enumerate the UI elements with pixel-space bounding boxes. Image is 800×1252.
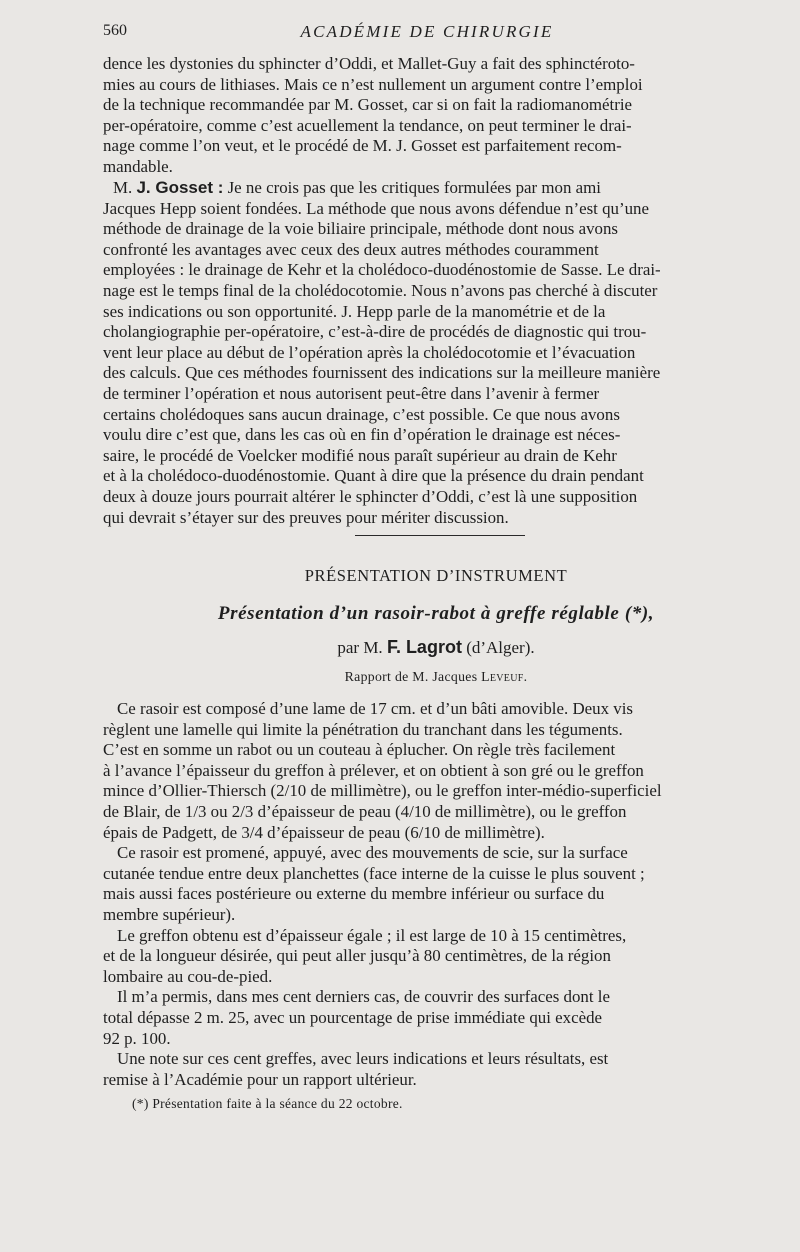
body-paragraph (103, 987, 751, 1049)
text-line: nage est le temps final de la cholédocotomie. Nous n’avons pas cherché à discuter (103, 280, 658, 300)
paragraph-hepp-conclusion (103, 54, 751, 178)
text-line: qui devrait s’étayer sur des preuves pour mériter discussion. (103, 507, 509, 527)
text-line: cutanée tendue entre deux planchettes (face interne de la cuisse le plus souvent ; (103, 863, 645, 883)
presentation-title: Présentation d’un rasoir-rabot à greffe réglable (*), (217, 603, 655, 624)
reporter-name: Leveuf. (481, 669, 528, 684)
byline-prefix: par M. (337, 638, 387, 657)
author-affiliation: (d’Alger). (461, 638, 535, 657)
text-line: et de la longueur désirée, qui peut aller jusqu’à 80 centimètres, de la région (103, 946, 611, 966)
text-line: total dépasse 2 m. 25, avec un pourcentage de prise immédiate qui excède (103, 1007, 603, 1027)
section-divider (355, 535, 525, 536)
page-number: 560 (103, 22, 127, 39)
text-line: de Blair, de 1/3 ou 2/3 d’épaisseur de peau (4/10 de millimètre), ou le greffon (103, 801, 627, 821)
footnote: (*) Présentation faite à la séance du 22 octobre. (132, 1096, 403, 1111)
text-line: deux à douze jours pourrait altérer le sphincter d’Oddi, c’est là une supposition (103, 486, 638, 506)
text-line: vent leur place au début de l’opération après la cholédocotomie et l’évacuation (103, 342, 636, 362)
text-line: Ce rasoir est promené, appuyé, avec des mouvements de scie, sur la surface (117, 843, 628, 863)
paragraph-gosset-reply (103, 178, 751, 528)
section-heading: PRÉSENTATION D’INSTRUMENT (304, 566, 568, 585)
text-line: Je ne crois pas que les critiques formulées par mon ami (223, 178, 601, 197)
text-line: 92 p. 100. (103, 1028, 171, 1048)
text-line: membre supérieur). (103, 904, 236, 924)
text-line: Une note sur ces cent greffes, avec leurs indications et leurs résultats, est (117, 1049, 609, 1069)
text-line: épais de Padgett, de 3/4 d’épaisseur de peau (6/10 de millimètre). (103, 822, 545, 842)
text-line: de terminer l’opération et nous autorisent peut-être dans l’avenir à fermer (103, 383, 600, 403)
text-line: à l’avance l’épaisseur du greffon à prélever, et on obtient à son gré ou le greffon (103, 760, 644, 780)
text-line: certains cholédoques sans aucun drainage, c’est possible. Ce que nous avons (103, 404, 620, 424)
text-line: nage comme l’on veut, et le procédé de M. J. Gosset est parfaitement recom- (103, 136, 622, 156)
text-line: lombaire au cou-de-pied. (103, 966, 273, 986)
text-line: Il m’a permis, dans mes cent derniers cas, de couvrir des surfaces dont le (117, 987, 610, 1007)
text-line: C’est en somme un rabot ou un couteau à éplucher. On règle très facilement (103, 740, 616, 760)
text-line: Ce rasoir est composé d’une lame de 17 cm. et d’un bâti amovible. Deux vis (117, 699, 633, 718)
text-line: Le greffon obtenu est d’épaisseur égale ; il est large de 10 à 15 centimètres, (117, 925, 627, 945)
speaker-name: J. Gosset : (136, 178, 224, 197)
text-line: remise à l’Académie pour un rapport ultérieur. (103, 1069, 417, 1089)
text-line: confronté les avantages avec ceux des deux autres méthodes couramment (103, 239, 599, 259)
text-line: per-opératoire, comme c’est acuellement la tendance, on peut terminer le drai- (103, 115, 632, 135)
text-line: ses indications ou son opportunité. J. Hepp parle de la manométrie et de la (103, 301, 606, 321)
text-line: dence les dystonies du sphincter d’Oddi, et Mallet-Guy a fait des sphinctéroto- (103, 54, 635, 73)
text-line: règlent une lamelle qui limite la pénétration du tranchant dans les téguments. (103, 719, 623, 739)
text-line: méthode de drainage de la voie biliaire principale, méthode dont nous avons (103, 219, 618, 239)
text-line: employées : le drainage de Kehr et la cholédoco-duodénostomie de Sasse. Le drai- (103, 260, 661, 280)
body-paragraph (103, 1049, 751, 1090)
author-name: F. Lagrot (386, 637, 462, 657)
text-line: mandable. (103, 156, 173, 176)
text-line: mais aussi faces postérieure ou externe du membre inférieur ou surface du (103, 884, 605, 904)
running-title: ACADÉMIE DE CHIRURGIE (300, 22, 554, 41)
presentation-body (103, 699, 751, 1090)
text-line: mies au cours de lithiases. Mais ce n’est nullement un argument contre l’emploi (103, 74, 643, 94)
text-line: cholangiographie per-opératoire, c’est-à-dire de procédés de diagnostic qui trou- (103, 322, 647, 342)
body-paragraph (103, 843, 751, 925)
report-prefix: Rapport de M. Jacques (344, 669, 482, 684)
report-line (100, 669, 772, 685)
page-header (103, 22, 751, 46)
text-line: voulu dire c’est que, dans les cas où en fin d’opération le drainage est néces- (103, 425, 621, 445)
text-line: saire, le procédé de Voelcker modifié nous paraît supérieur au drain de Kehr (103, 445, 617, 465)
text-line: Jacques Hepp soient fondées. La méthode que nous avons défendue n’est qu’une (103, 198, 649, 218)
byline (100, 637, 772, 658)
text-line: de la technique recommandée par M. Gosset, car si on fait la radiomanométrie (103, 95, 633, 115)
speaker-prefix: M. (113, 178, 137, 197)
body-paragraph (103, 699, 751, 843)
text-line: mince d’Ollier-Thiersch (2/10 de millimètre), ou le greffon inter-médio-superficiel (103, 781, 662, 801)
body-paragraph (103, 926, 751, 988)
text-line: des calculs. Que ces méthodes fournissent des indications sur la meilleure manière (103, 363, 661, 383)
text-line: et à la cholédoco-duodénostomie. Quant à dire que la présence du drain pendant (103, 466, 644, 486)
